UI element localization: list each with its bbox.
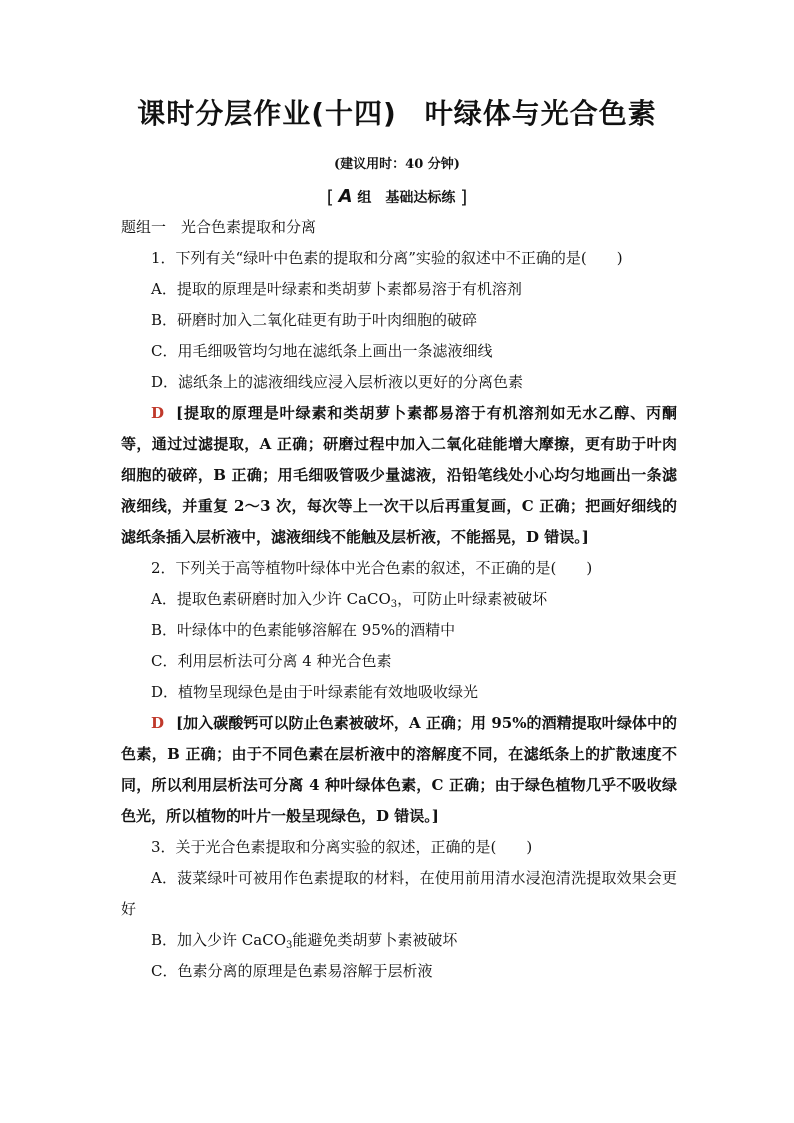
q1-explanation: [提取的原理是叶绿素和类胡萝卜素都易溶于有机溶剂如无水乙醇、丙酮等，通过过滤提取，A 正确；研磨过程中加入二氧化硅能增大摩擦，更有助于叶肉细胞的破碎，B 正确；用毛细吸管吸少量滤液，沿铅笔线处小心均匀地画出一条滤液细线，并重复 2～3 次，每次等上一次干以后再重复画，C 正确；把画好细线的滤纸条插入层析液中，滤液细线不能触及层析液，不能摇晃，D 错误。]	[121, 404, 677, 546]
q3-option-b	[121, 925, 677, 956]
q3-option-a: A．菠菜绿叶可被用作色素提取的材料，在使用前用清水浸泡清洗提取效果会更好	[121, 869, 677, 918]
title-main: 课时分层作业(十四)	[137, 97, 397, 130]
group-open-bracket: [	[326, 187, 334, 208]
q3-option-b-text: B．加入少许 CaCO	[151, 931, 286, 949]
q1-stem: 1．下列有关“绿叶中色素的提取和分离”实验的叙述中不正确的是( )	[151, 249, 623, 267]
content	[121, 212, 677, 987]
q2-option-a-subscript: 3	[390, 599, 398, 610]
group-letter: A	[338, 186, 353, 207]
q2-option-a-rest: ，可防止叶绿素被破坏	[397, 590, 548, 608]
q2-option-a	[121, 584, 677, 615]
group-label: 组 基础达标练	[357, 190, 456, 206]
q2-answer-letter: D	[151, 714, 165, 732]
q2-stem: 2．下列关于高等植物叶绿体中光合色素的叙述，不正确的是( )	[151, 559, 593, 577]
topic-heading: 题组一 光合色素提取和分离	[121, 218, 317, 236]
q1-answer-block	[121, 398, 677, 553]
q1-option-d: D．滤纸条上的滤液细线应浸入层析液以更好的分离色素	[151, 373, 524, 391]
time-note: (建议用时：40 分钟)	[334, 157, 460, 172]
q2-option-d: D．植物呈现绿色是由于叶绿素能有效地吸收绿光	[151, 683, 479, 701]
q3-option-b-subscript: 3	[286, 940, 293, 951]
q2-option-c: C．利用层析法可分离 4 种光合色素	[151, 652, 392, 670]
q2-option-a-text: A．提取色素研磨时加入少许 CaCO	[151, 590, 391, 608]
title-sub: 叶绿体与光合色素	[424, 97, 657, 130]
q2-explanation: [加入碳酸钙可以防止色素被破坏，A 正确；用 95%的酒精提取叶绿体中的色素，B 正确；由于不同色素在层析液中的溶解度不同，在滤纸条上的扩散速度不同，所以利用层析法可分离 4 种叶绿体色素，C 正确；由于绿色植物几乎不吸收绿色光，所以植物的叶片一般呈现绿色，D 错误。]	[121, 714, 677, 825]
q3-stem: 3．关于光合色素提取和分离实验的叙述，正确的是( )	[151, 838, 533, 856]
q2-option-b: B．叶绿体中的色素能够溶解在 95%的酒精中	[151, 621, 456, 639]
group-heading	[0, 186, 794, 208]
q2-answer-block	[121, 708, 677, 832]
group-close-bracket: ]	[460, 187, 468, 208]
page-title	[0, 92, 794, 132]
q1-option-a: A．提取的原理是叶绿素和类胡萝卜素都易溶于有机溶剂	[151, 280, 522, 298]
q3-option-b-rest: 能避免类胡萝卜素被破坏	[292, 931, 458, 949]
q1-option-b: B．研磨时加入二氧化硅更有助于叶肉细胞的破碎	[151, 311, 478, 329]
q1-option-c: C．用毛细吸管均匀地在滤纸条上画出一条滤液细线	[151, 342, 493, 360]
q1-answer-letter: D	[151, 404, 165, 422]
q3-option-c: C．色素分离的原理是色素易溶解于层析液	[151, 962, 433, 980]
